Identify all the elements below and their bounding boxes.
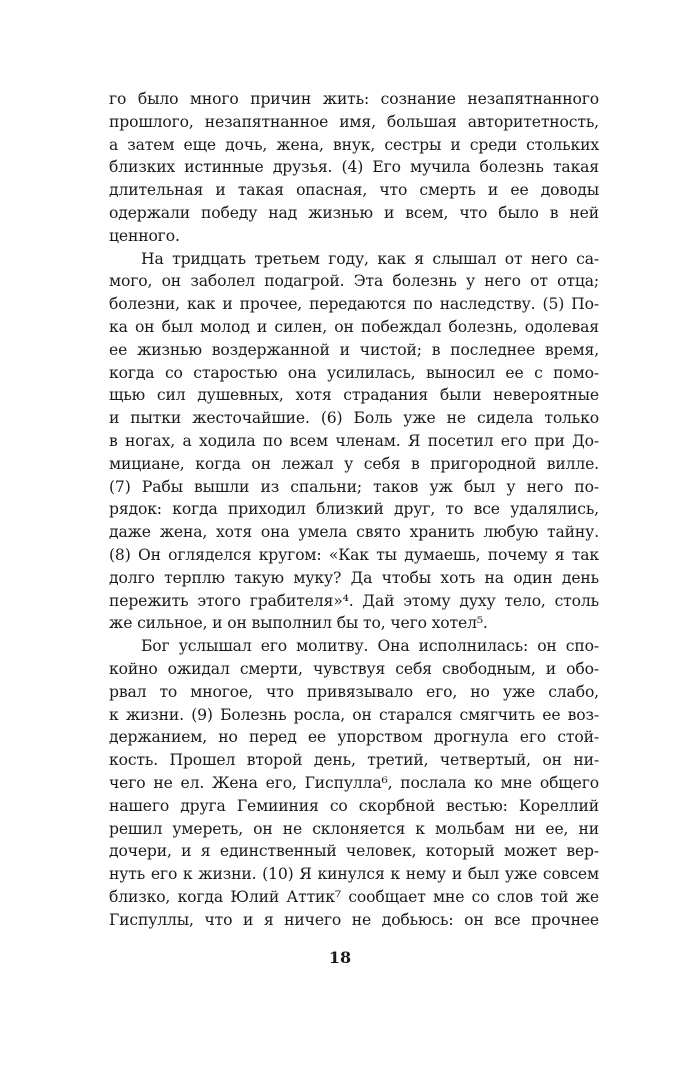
text-line: когда со старостью она усилилась, выносил ее с помо- xyxy=(109,363,599,382)
text-line: (8) Он огляделся кругом: «Как ты думаешь, почему я так xyxy=(109,545,599,564)
paragraph-3 xyxy=(109,635,599,931)
text-line: одержали победу над жизнью и всем, что было в ней xyxy=(109,203,599,222)
text-line: ее жизнью воздержанной и чистой; в последнее время, xyxy=(109,340,599,359)
text-line: а затем еще дочь, жена, внук, сестры и среди стольких xyxy=(109,135,599,154)
text-line: ка он был молод и силен, он побеждал болезнь, одолевая xyxy=(109,317,599,336)
paragraph-1 xyxy=(109,88,599,248)
text-line: дочери, и я единственный человек, который может вер- xyxy=(109,842,599,861)
text-line: чего не ел. Жена его, Гиспулла⁶, послала ко мне общего xyxy=(109,773,599,792)
text-line: койно ожидал смерти, чувствуя себя свободным, и обо- xyxy=(109,659,599,678)
text-line: ценного. xyxy=(109,226,180,245)
text-line: длительная и такая опасная, что смерть и ее доводы xyxy=(109,181,599,200)
text-line: прошлого, незапятнанное имя, большая авторитетность, xyxy=(109,112,599,131)
text-line: рядок: когда приходил близкий друг, то все удалялись, xyxy=(109,500,599,519)
text-line: мого, он заболел подагрой. Эта болезнь у него от отца; xyxy=(109,272,599,291)
text-line: нашего друга Гемииния со скорбной вестью: Кореллий xyxy=(109,796,599,815)
text-line: го было много причин жить: сознание незапятнанного xyxy=(109,90,599,108)
text-line: болезни, как и прочее, передаются по наследству. (5) По- xyxy=(109,295,599,314)
text-line: Бог услышал его молитву. Она исполнилась: он спо- xyxy=(141,637,599,656)
text-line: даже жена, хотя она умела свято хранить любую тайну. xyxy=(109,523,599,542)
text-line: и пытки жесточайшие. (6) Боль уже не сидела только xyxy=(109,409,599,428)
text-line: пережить этого грабителя»⁴. Дай этому духу тело, столь xyxy=(109,591,599,610)
page-number: 18 xyxy=(328,948,352,967)
text-line: к жизни. (9) Болезнь росла, он старался смягчить ее воз- xyxy=(109,705,599,724)
text-line: На тридцать третьем году, как я слышал от него са- xyxy=(141,249,599,268)
text-line: держанием, но перед ее упорством дрогнула его стой- xyxy=(109,728,599,747)
text-line: мициане, когда он лежал у себя в пригородной вилле. xyxy=(109,454,599,473)
text-line: долго терплю такую муку? Да чтобы хоть на один день xyxy=(109,568,599,587)
paragraph-2 xyxy=(109,248,599,636)
text-line: решил умереть, он не склоняется к мольбам ни ее, ни xyxy=(109,819,599,838)
text-line: кость. Прошел второй день, третий, четвертый, он ни- xyxy=(109,751,599,770)
text-line: же сильное, и он выполнил бы то, чего хотел⁵. xyxy=(109,614,488,633)
text-line: (7) Рабы вышли из спальни; таков уж был у него по- xyxy=(109,477,599,496)
text-line: рвал то многое, что привязывало его, но уже слабо, xyxy=(109,682,599,701)
text-line: Гиспуллы, что и я ничего не добьюсь: он все прочнее xyxy=(109,910,599,929)
text-line: близких истинные друзья. (4) Его мучила болезнь такая xyxy=(109,158,599,177)
text-line: щью сил душевных, хотя страдания были невероятные xyxy=(109,386,599,405)
text-line: нуть его к жизни. (10) Я кинулся к нему и был уже совсем xyxy=(109,865,599,884)
text-line: в ногах, а ходила по всем членам. Я посетил его при До- xyxy=(109,431,599,450)
page-body xyxy=(109,88,599,931)
text-line: близко, когда Юлий Аттик⁷ сообщает мне со слов той же xyxy=(109,887,599,906)
